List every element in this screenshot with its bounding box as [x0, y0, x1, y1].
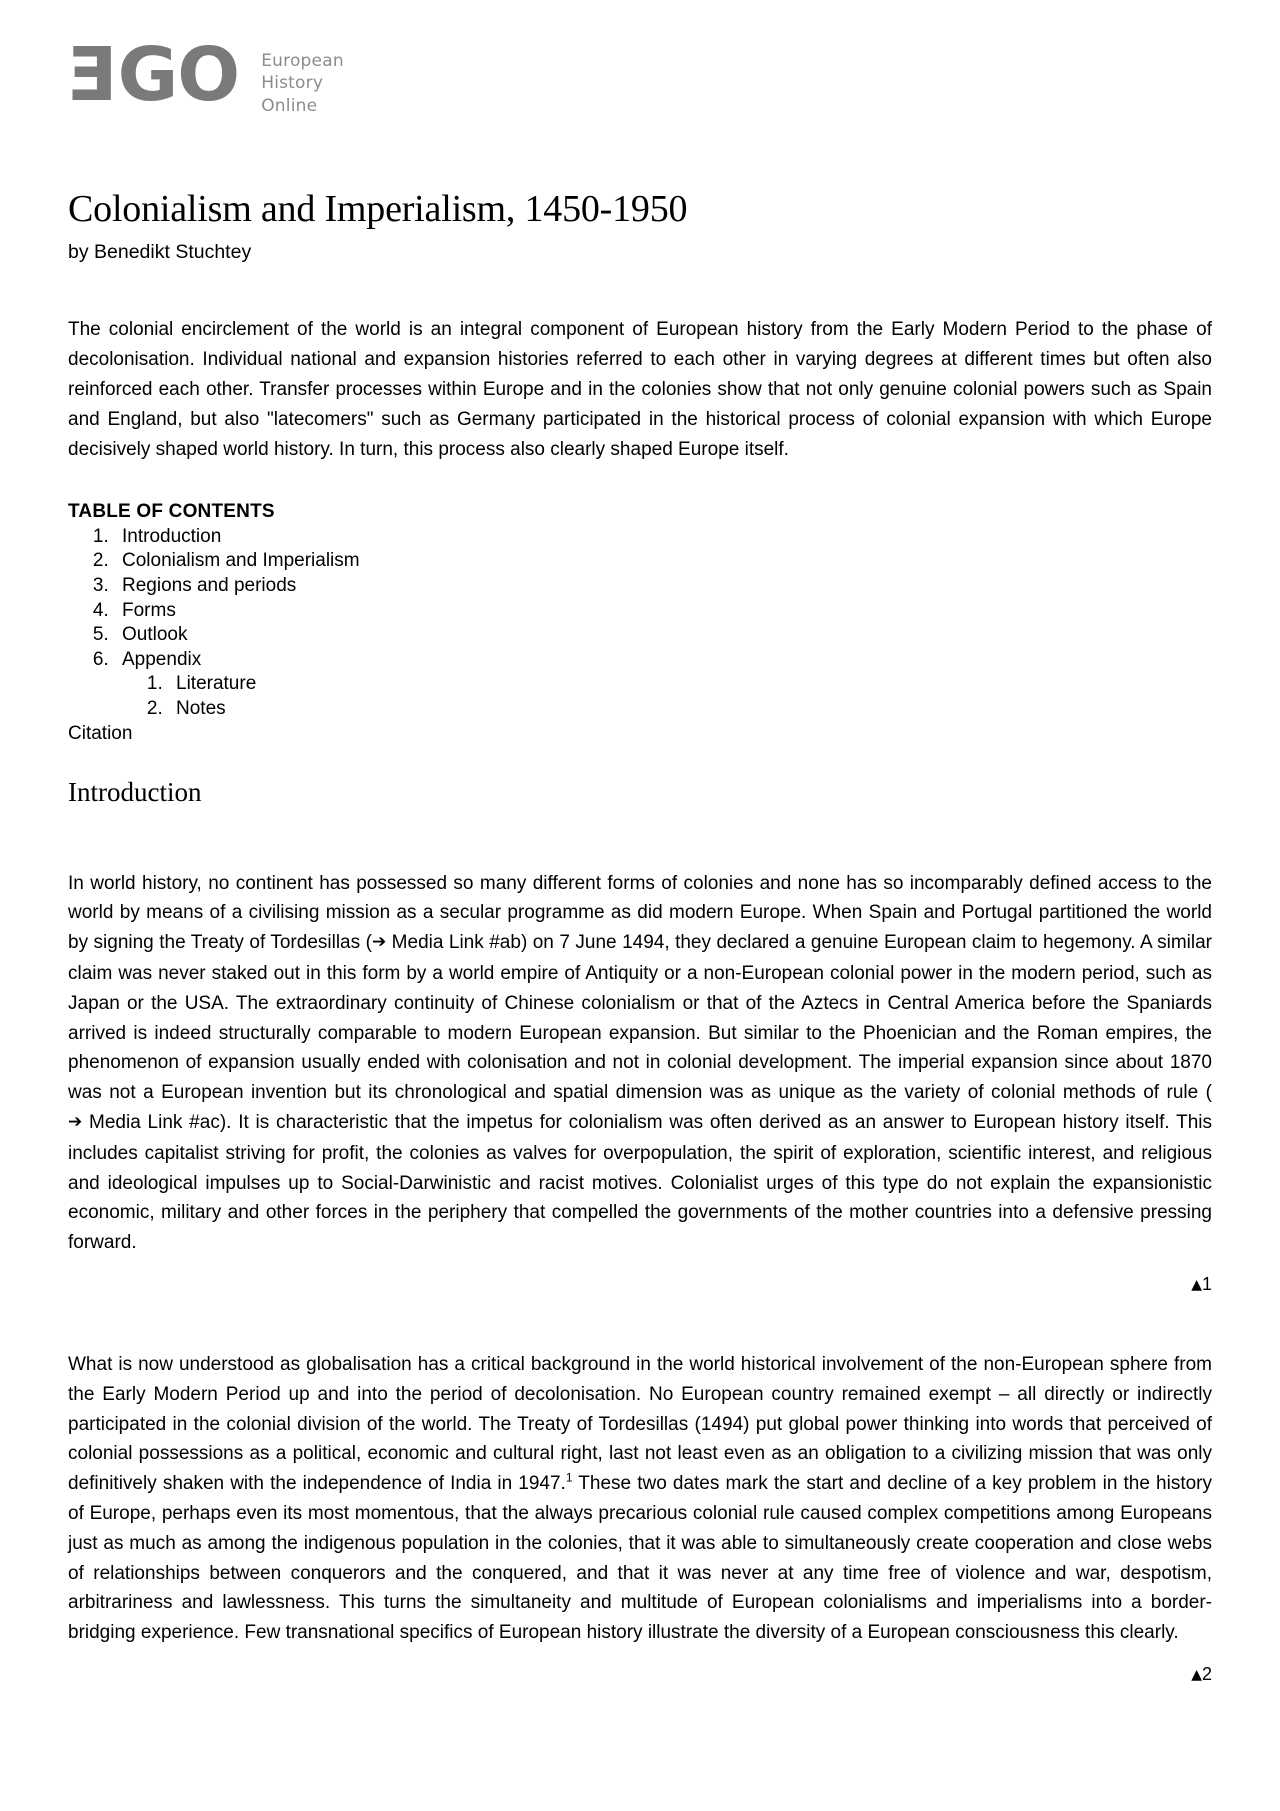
introduction-paragraph-2	[68, 1350, 1212, 1648]
arrow-right-icon: ➔	[371, 932, 387, 953]
abstract-paragraph: The colonial encirclement of the world is an integral component of European history from the Early Modern Period to the phase of decolonisation. Individual national and expansion histories referred to each other in varying degrees at different times but often also reinforced each other. Transfer processes within Europe and in the colonies show that not only genuine colonial powers such as Spain and England, but also "latecomers" such as Germany participated in the historical process of colonial expansion with which Europe decisively shaped world history. In turn, this process also clearly shaped Europe itself.	[68, 318, 1212, 460]
toc-item-colonialism-and-imperialism[interactable]	[114, 549, 1212, 574]
paragraph-marker-1[interactable]	[68, 1272, 1212, 1298]
site-logo[interactable]	[68, 0, 1212, 140]
toc-subitem-label: Notes	[176, 698, 226, 720]
paragraph-text-part-1: What is now understood as globalisation has a critical background in the world historical involvement of the non-European sphere from the Early Modern Period up and into the period of decolonisation. No European country remained exempt – all directly or indirectly participated in the colonial division of the world. The Treaty of Tordesillas (1494) put global power thinking into words that perceived of colonial possessions as a political, economic and cultural right, last not least even as an obligation to a civilizing mission that was only definitively shaken with the independence of India in 1947.	[68, 1353, 1212, 1495]
paragraph-marker-2[interactable]	[68, 1662, 1212, 1688]
media-link-label: Media Link #ab	[391, 932, 521, 954]
toc-heading: TABLE OF CONTENTS	[68, 500, 275, 522]
logo-tagline-line-3: Online	[261, 95, 318, 116]
table-of-contents	[68, 499, 1212, 746]
paragraph-marker-number: 1	[1201, 1273, 1212, 1294]
toc-list	[68, 525, 1212, 722]
introduction-paragraph-1	[68, 869, 1212, 1258]
toc-item-appendix[interactable]	[114, 648, 1212, 722]
media-link-ac[interactable]	[68, 1112, 220, 1133]
toc-item-label: Outlook	[122, 624, 188, 646]
logo-tagline-line-2: History	[261, 73, 324, 94]
triangle-up-icon: ▲	[1191, 1276, 1202, 1293]
toc-item-label: Appendix	[122, 648, 202, 670]
ego-logo-mark: EGO	[68, 32, 240, 118]
media-link-label: Media Link #ac	[89, 1112, 220, 1133]
toc-item-label: Colonialism and Imperialism	[122, 550, 360, 572]
toc-subitem-literature[interactable]	[168, 672, 1212, 697]
toc-item-forms[interactable]	[114, 599, 1212, 624]
toc-subitem-label: Literature	[176, 673, 257, 695]
toc-item-citation[interactable]: Citation	[68, 722, 133, 744]
ego-logo-tagline	[261, 50, 344, 117]
toc-item-introduction[interactable]	[114, 525, 1212, 550]
toc-item-regions-and-periods[interactable]	[114, 574, 1212, 599]
toc-item-label: Forms	[122, 599, 176, 621]
triangle-up-icon: ▲	[1191, 1666, 1202, 1683]
paragraph-text-part-3: ). It is characteristic that the impetus for colonialism was often derived as an answer to European history itself. This includes capitalist striving for profit, the colonies as valves for overpopulation, the spirit of exploration, scientific interest, and religious and ideological impulses up to Social-Darwinistic and racist motives. Colonialist urges of this type do not explain the expansionistic economic, military and other forces in the periphery that compelled the governments of the mother countries into a defensive pressing forward.	[68, 1112, 1213, 1254]
author-byline: by Benedikt Stuchtey	[68, 240, 252, 263]
paragraph-text-part-2: ) on 7 June 1494, they declared a genuine European claim to hegemony. A similar claim was never staked out in this form by a world empire of Antiquity or a non-European colonial power in the modern period, such as Japan or the USA. The extraordinary continuity of Chinese colonialism or that of the Aztecs in Central America before the Spaniards arrived is indeed structurally comparable to modern European expansion. But similar to the Phoenician and the Roman empires, the phenomenon of expansion usually ended with colonisation and not in colonial development. The imperial expansion since about 1870 was not a European invention but its chronological and spatial dimension was as unique as the variety of colonial methods of rule (	[68, 932, 1213, 1104]
paragraph-text-part-2: These two dates mark the start and decline of a key problem in the history of Europe, perhaps even its most momentous, that the always precarious colonial rule caused complex competitions among Europeans just as much as among the indigenous population in the colonies, that it was able to simultaneously create cooperation and close webs of relationships between conquerors and the conquered, and that it was never at any time free of violence and war, despotism, arbitrariness and lawlessness. This turns the simultaneity and multitude of European colonialisms and imperialisms into a border-bridging experience. Few transnational specifics of European history illustrate the diversity of a European consciousness this clearly.	[68, 1473, 1212, 1644]
toc-item-label: Regions and periods	[122, 575, 297, 597]
toc-item-label: Introduction	[122, 525, 222, 547]
media-link-ab[interactable]	[372, 932, 521, 953]
page-title: Colonialism and Imperialism, 1450-1950	[68, 188, 688, 230]
toc-subitem-notes[interactable]	[168, 697, 1212, 722]
arrow-right-icon: ➔	[68, 1112, 83, 1132]
toc-sublist	[122, 672, 1212, 721]
section-heading-introduction: Introduction	[68, 777, 202, 808]
paragraph-text-part-1: In world history, no continent has possessed so many different forms of colonies and none has so incomparably defined access to the world by means of a civilising mission as a secular programme as did modern Europe. When Spain and Portugal partitioned the world by signing the Treaty of Tordesillas (	[68, 872, 1212, 954]
footnote-reference-1[interactable]: 1	[565, 1470, 573, 1485]
toc-item-outlook[interactable]	[114, 623, 1212, 648]
logo-tagline-line-1: European	[261, 51, 344, 71]
paragraph-marker-number: 2	[1201, 1663, 1212, 1684]
